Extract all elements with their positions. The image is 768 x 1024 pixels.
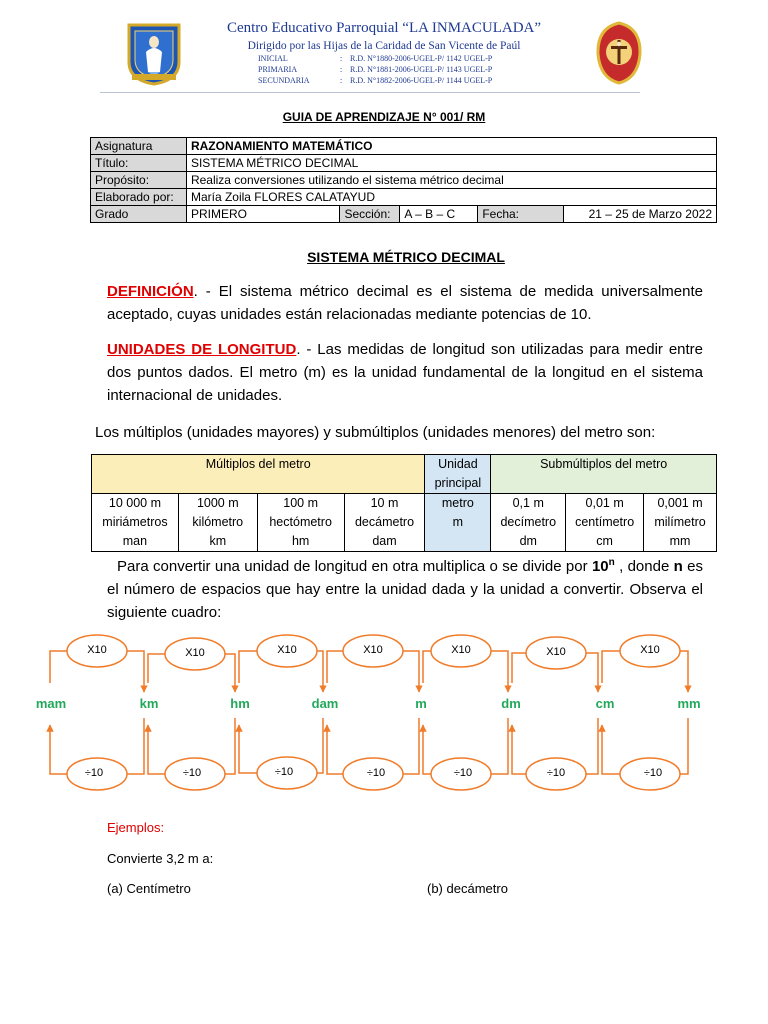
multiply-label: X10 — [640, 644, 660, 656]
diagram-arrows — [50, 651, 688, 774]
unit-symbol: cm — [596, 534, 613, 548]
unit-value: 1000 m — [196, 496, 239, 510]
info-row-elaborado — [91, 189, 717, 206]
guide-title: GUIA DE APRENDIZAJE N° 001/ RM — [282, 110, 486, 124]
proposito-value: Realiza conversiones utilizando el sistema métrico decimal — [186, 172, 716, 189]
school-subtitle: Dirigido por las Hijas de la Caridad de San Vicente de Paúl — [247, 40, 521, 52]
unit-name: centímetro — [575, 515, 635, 529]
titulo-value: SISTEMA MÉTRICO DECIMAL — [186, 155, 716, 172]
length-units-text: . - Las medidas de longitud son utilizadas para medir entre dos puntos dados. El metro (m) es la unidad fundamental de la longitud en el sistema internacional de unidades. — [107, 341, 704, 404]
resolution-number: R.D. N°1882-2006-UGEL-P/ 1144 UGEL-P — [350, 76, 493, 85]
separator: : — [340, 65, 343, 74]
grado-value: PRIMERO — [186, 206, 340, 223]
elaborado-label: Elaborado por: — [91, 189, 187, 206]
unit-value: 10 000 m — [108, 496, 161, 510]
principal-header — [425, 455, 491, 494]
registration-row — [258, 76, 558, 86]
length-units-paragraph — [107, 338, 703, 407]
section-title: SISTEMA MÉTRICO DECIMAL — [307, 249, 505, 265]
unit-symbol: man — [122, 534, 148, 548]
unit-cell-dm — [491, 494, 566, 552]
principal-header-line: Unidad — [438, 457, 478, 471]
separator: : — [340, 54, 343, 63]
unit-cell-dam — [344, 494, 425, 552]
n-variable: n — [673, 558, 683, 575]
divide-label: ÷10 — [453, 767, 473, 779]
multiply-label: X10 — [277, 644, 297, 656]
unit-extra — [425, 532, 490, 551]
info-row-asignatura — [91, 138, 717, 155]
info-row-grado — [91, 206, 717, 223]
conversion-paragraph — [107, 551, 703, 624]
multiples-intro: Los múltiplos (unidades mayores) y submúltiplos (unidades menores) del metro son: — [95, 424, 656, 441]
submultiples-header: Submúltiplos del metro — [491, 455, 717, 494]
divide-label: ÷10 — [182, 767, 202, 779]
multiples-header: Múltiplos del metro — [92, 455, 425, 494]
asignatura-label: Asignatura — [91, 138, 187, 155]
divide-label: ÷10 — [546, 767, 566, 779]
asignatura-value: RAZONAMIENTO MATEMÁTICO — [186, 138, 716, 155]
unit-symbol: dm — [519, 534, 537, 548]
units-values-row — [92, 494, 717, 552]
unit-value: 0,001 m — [657, 496, 703, 510]
registration-row — [258, 54, 558, 64]
diagram-unit-km: km — [139, 696, 159, 711]
info-table — [90, 137, 717, 223]
unit-cell-cm — [566, 494, 644, 552]
conversion-text-start: Para convertir una unidad de longitud en otra multiplica o se divide por — [117, 558, 592, 575]
unit-symbol: km — [209, 534, 227, 548]
diagram-unit-cm: cm — [595, 696, 615, 711]
multiply-label: X10 — [451, 644, 471, 656]
unit-value: 0,1 m — [512, 496, 544, 510]
principal-header-line: principal — [434, 476, 482, 490]
unit-cell-km — [178, 494, 257, 552]
example-option-a: (a) Centímetro — [107, 881, 191, 896]
unit-name: milímetro — [654, 515, 706, 529]
unit-name: kilómetro — [192, 515, 244, 529]
definition-paragraph — [107, 280, 703, 326]
proposito-label: Propósito: — [91, 172, 187, 189]
fecha-label: Fecha: — [478, 206, 564, 223]
seccion-label: Sección: — [340, 206, 400, 223]
divide-label: ÷10 — [84, 767, 104, 779]
divide-label: ÷10 — [366, 767, 386, 779]
diagram-unit-dam: dam — [311, 696, 339, 711]
examples-prompt: Convierte 3,2 m a: — [107, 851, 214, 866]
divide-label: ÷10 — [274, 766, 294, 778]
school-name: Centro Educativo Parroquial “LA INMACULADA” — [226, 20, 542, 36]
units-header-row — [92, 455, 717, 494]
definition-text: . - El sistema métrico decimal es el sistema de medida universalmente aceptado, cuyas unidades están relacionadas mediante potencias de 10. — [107, 283, 703, 323]
unit-name: decámetro — [354, 515, 415, 529]
definition-keyword: DEFINICIÓN — [107, 283, 194, 300]
conversion-text-end: es el número de espacios que hay entre la unidad dada y la unidad a convertir. Observa el siguiente cuadro: — [107, 558, 703, 621]
unit-symbol: dam — [372, 534, 397, 548]
grado-label: Grado — [91, 206, 187, 223]
unit-symbol: m — [452, 515, 464, 529]
length-units-keyword: UNIDADES DE LONGITUD — [107, 341, 297, 358]
unit-cell-mam — [92, 494, 179, 552]
multiply-label: X10 — [363, 644, 383, 656]
power-exponent: n — [608, 557, 615, 568]
examples-title: Ejemplos: — [107, 820, 165, 835]
unit-symbol: mm — [669, 534, 691, 548]
level-label: INICIAL — [258, 54, 288, 63]
separator: : — [340, 76, 343, 85]
unit-cell-hm — [257, 494, 344, 552]
resolution-number: R.D. N°1880-2006-UGEL-P/ 1142 UGEL-P — [350, 54, 493, 63]
info-row-proposito — [91, 172, 717, 189]
info-row-titulo — [91, 155, 717, 172]
unit-symbol: hm — [291, 534, 310, 548]
elaborado-value: María Zoila FLORES CALATAYUD — [186, 189, 716, 206]
unit-cell-m — [425, 494, 491, 552]
diagram-unit-mm: mm — [677, 696, 701, 711]
power-base: 10 — [591, 558, 609, 575]
multiply-label: X10 — [87, 644, 107, 656]
unit-name: metro — [441, 496, 474, 510]
header-divider — [100, 92, 640, 93]
seccion-value: A – B – C — [400, 206, 478, 223]
diagram-unit-m: m — [415, 696, 427, 711]
example-option-b: (b) decámetro — [427, 881, 508, 896]
fecha-value: 21 – 25 de Marzo 2022 — [564, 206, 717, 223]
unit-value: 10 m — [370, 496, 399, 510]
diagram-unit-dm: dm — [501, 696, 521, 711]
resolution-number: R.D. N°1881-2006-UGEL-P/ 1143 UGEL-P — [350, 65, 493, 74]
divide-label: ÷10 — [643, 767, 663, 779]
titulo-label: Título: — [91, 155, 187, 172]
multiply-label: X10 — [185, 647, 205, 659]
units-table — [91, 454, 717, 552]
unit-name: miriámetros — [102, 515, 168, 529]
multiply-label: X10 — [546, 646, 566, 658]
level-label: PRIMARIA — [258, 65, 298, 74]
diagram-unit-mam: mam — [35, 696, 67, 711]
unit-cell-mm — [644, 494, 717, 552]
level-label: SECUNDARIA — [258, 76, 310, 85]
unit-name: hectómetro — [269, 515, 332, 529]
unit-value: 100 m — [283, 496, 318, 510]
conversion-text-mid: , donde — [614, 558, 670, 575]
unit-value: 0,01 m — [585, 496, 624, 510]
diagram-unit-hm: hm — [230, 696, 250, 711]
registration-list — [258, 54, 558, 86]
registration-row — [258, 65, 558, 75]
unit-name: decímetro — [500, 515, 557, 529]
